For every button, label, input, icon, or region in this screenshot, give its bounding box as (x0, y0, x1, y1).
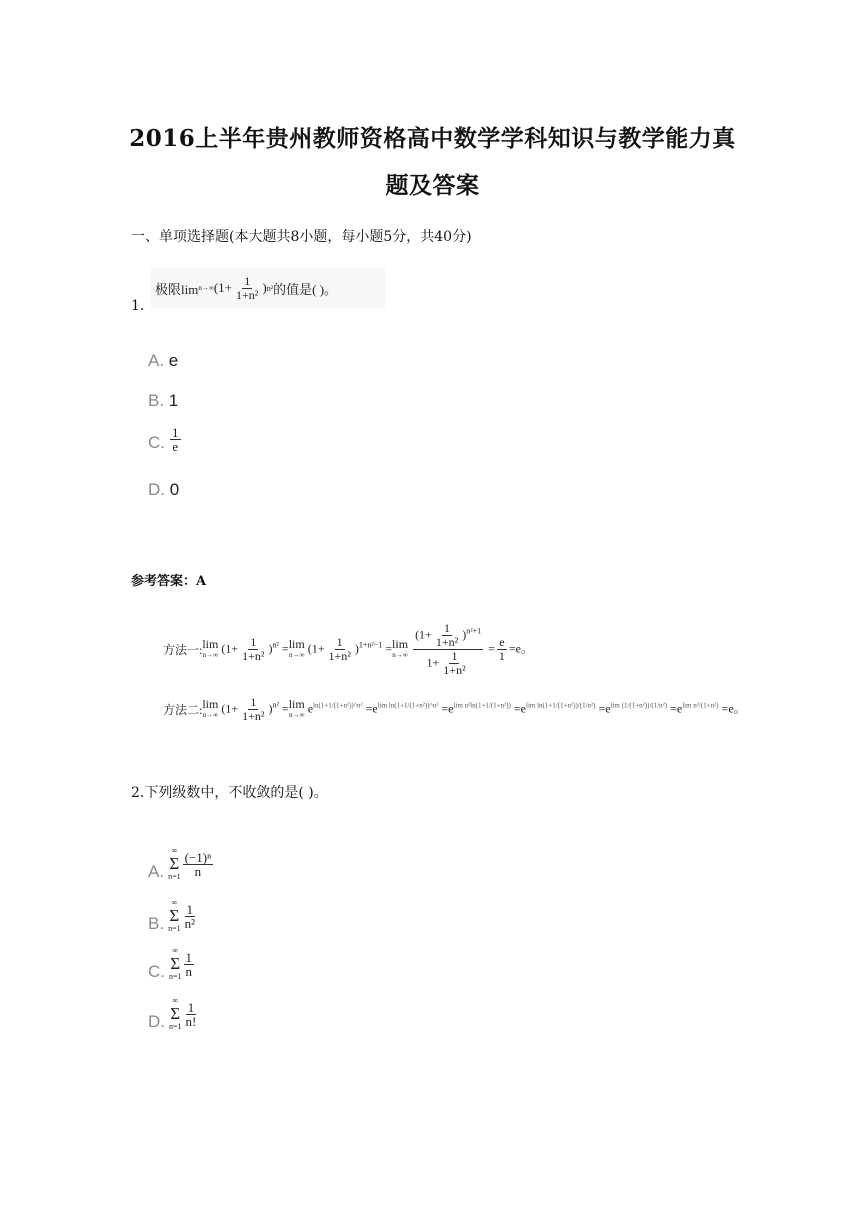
q1-option-b (148, 391, 178, 411)
q1-method2-image (163, 696, 746, 723)
q1-lim (198, 283, 214, 294)
q1-option-a (148, 351, 178, 371)
q2-option-c-den: n (185, 964, 193, 979)
q1-option-a-text: e (168, 351, 179, 370)
sigma-icon (169, 946, 182, 982)
q1-method1-image (163, 622, 533, 677)
q1-option-d-text: 0 (169, 480, 180, 499)
q2-option-a-num: (−1)ⁿ (184, 850, 212, 865)
q2-option-a (148, 846, 215, 882)
sigma-symbol: Σ (169, 854, 180, 873)
q2-option-a-label: A. (148, 862, 165, 881)
q2-option-d-label: D. (148, 1012, 165, 1031)
q2-option-b-num: 1 (186, 902, 194, 917)
q1-option-d-label: D. (148, 480, 165, 499)
q1-stem-den: 1+n² (236, 287, 259, 302)
sigma-top: ∞ (172, 996, 179, 1005)
q2-option-b-label: B. (148, 914, 165, 933)
sigma-bottom: n=1 (168, 872, 181, 881)
q1-stem-num: 1 (244, 273, 251, 288)
q2-option-a-den: n (194, 864, 202, 879)
q2-option-d-den: n! (185, 1014, 197, 1029)
sigma-bottom: n=1 (168, 924, 181, 933)
q2-option-c-label: C. (148, 962, 165, 981)
q2-option-c-num: 1 (185, 950, 193, 965)
q1-option-c-den: e (172, 439, 179, 454)
sigma-top: ∞ (171, 898, 178, 907)
q1-option-a-label: A. (148, 351, 165, 370)
sigma-symbol: Σ (170, 1004, 181, 1023)
q2-option-c (148, 946, 196, 982)
sigma-symbol: Σ (170, 954, 181, 973)
q1-stem-frac (234, 275, 260, 302)
sigma-bottom: n=1 (169, 972, 182, 981)
sigma-icon (168, 898, 181, 934)
sigma-symbol: Σ (169, 906, 180, 925)
sigma-bottom: n=1 (169, 1022, 182, 1031)
q1-stem-base: (1+ (213, 280, 233, 295)
q1-answer: 参考答案：A (131, 574, 207, 589)
q1-method1-label: 方法一: (163, 643, 203, 657)
q2-option-c-frac (184, 951, 195, 978)
q1-stem-prefix: 极限lim (155, 281, 199, 297)
q1-stem-suffix: 的值是( )。 (273, 281, 338, 297)
q2-stem: 2.下列级数中，不收敛的是( )。 (131, 785, 328, 801)
q1-option-d (148, 480, 179, 500)
q1-method2-formula: lim n→∞ (1+ $\frac{1}{\text{1+n²}}$ )$^{n^2}$ = lim n→∞ $e^{ln(1+1/(1+n^2))\^{}n^2} =e^{lim ln(1+1/(1+n^2))\^{}n^2} =e^{lim n^2ln(1+1/(1+n^2))} =e^{lim ln(1+1/(1+n^2))/(1/n^2)} =e^{lim (1/(1+n^2))/(1/n^2)} =e^{lim n^2/(1+n^2)} =e$。 (202, 695, 746, 723)
sigma-icon (168, 846, 181, 882)
q1-option-c-frac (170, 426, 181, 453)
q1-option-b-text: 1 (168, 391, 179, 410)
q2-option-b-den: n² (184, 916, 195, 931)
sigma-top: ∞ (171, 846, 178, 855)
sigma-icon (169, 996, 182, 1032)
sigma-top: ∞ (172, 946, 179, 955)
section-heading: 一、单项选择题(本大题共8小题，每小题5分，共40分) (131, 229, 472, 245)
q1-lim-sub: n→∞ (198, 283, 214, 292)
q1-stem-image (151, 268, 385, 308)
q1-option-c (148, 426, 183, 453)
q2-option-d-frac (184, 1001, 199, 1028)
q1-number: 1. (131, 298, 145, 314)
doc-title-line2: 题及答案 (385, 172, 480, 199)
q1-method1-formula: lim n→∞ (1+ $\frac{1}{\text{1+n²}}$ )$^{n^2}$ = lim n→∞ (1+ $\frac{1}{\text{1+n²}}$ )$^{1+n^2-1}$ = lim n→∞ (1+ $\frac{1}{\text{1+n²}}$ )$^{n^2+1}$ 1+ $\frac{1}{\text{1+n²}}$ = $\frac{e}{1}$ =e。 (202, 621, 534, 677)
q1-stem-exp: n² (266, 283, 274, 293)
q2-option-b (148, 898, 199, 934)
q1-option-c-label: C. (148, 433, 165, 452)
q1-stem-close: ) (262, 280, 267, 295)
q2-option-d (148, 996, 200, 1032)
q1-option-c-num: 1 (172, 425, 179, 440)
doc-title-line1: 2016上半年贵州教师资格高中数学学科知识与教学能力真 (129, 125, 736, 152)
q1-option-b-label: B. (148, 391, 165, 410)
q2-option-a-frac (183, 851, 214, 878)
q2-option-d-num: 1 (187, 1000, 195, 1015)
q1-method2-label: 方法二: (163, 703, 203, 717)
q2-option-b-frac (183, 903, 197, 930)
